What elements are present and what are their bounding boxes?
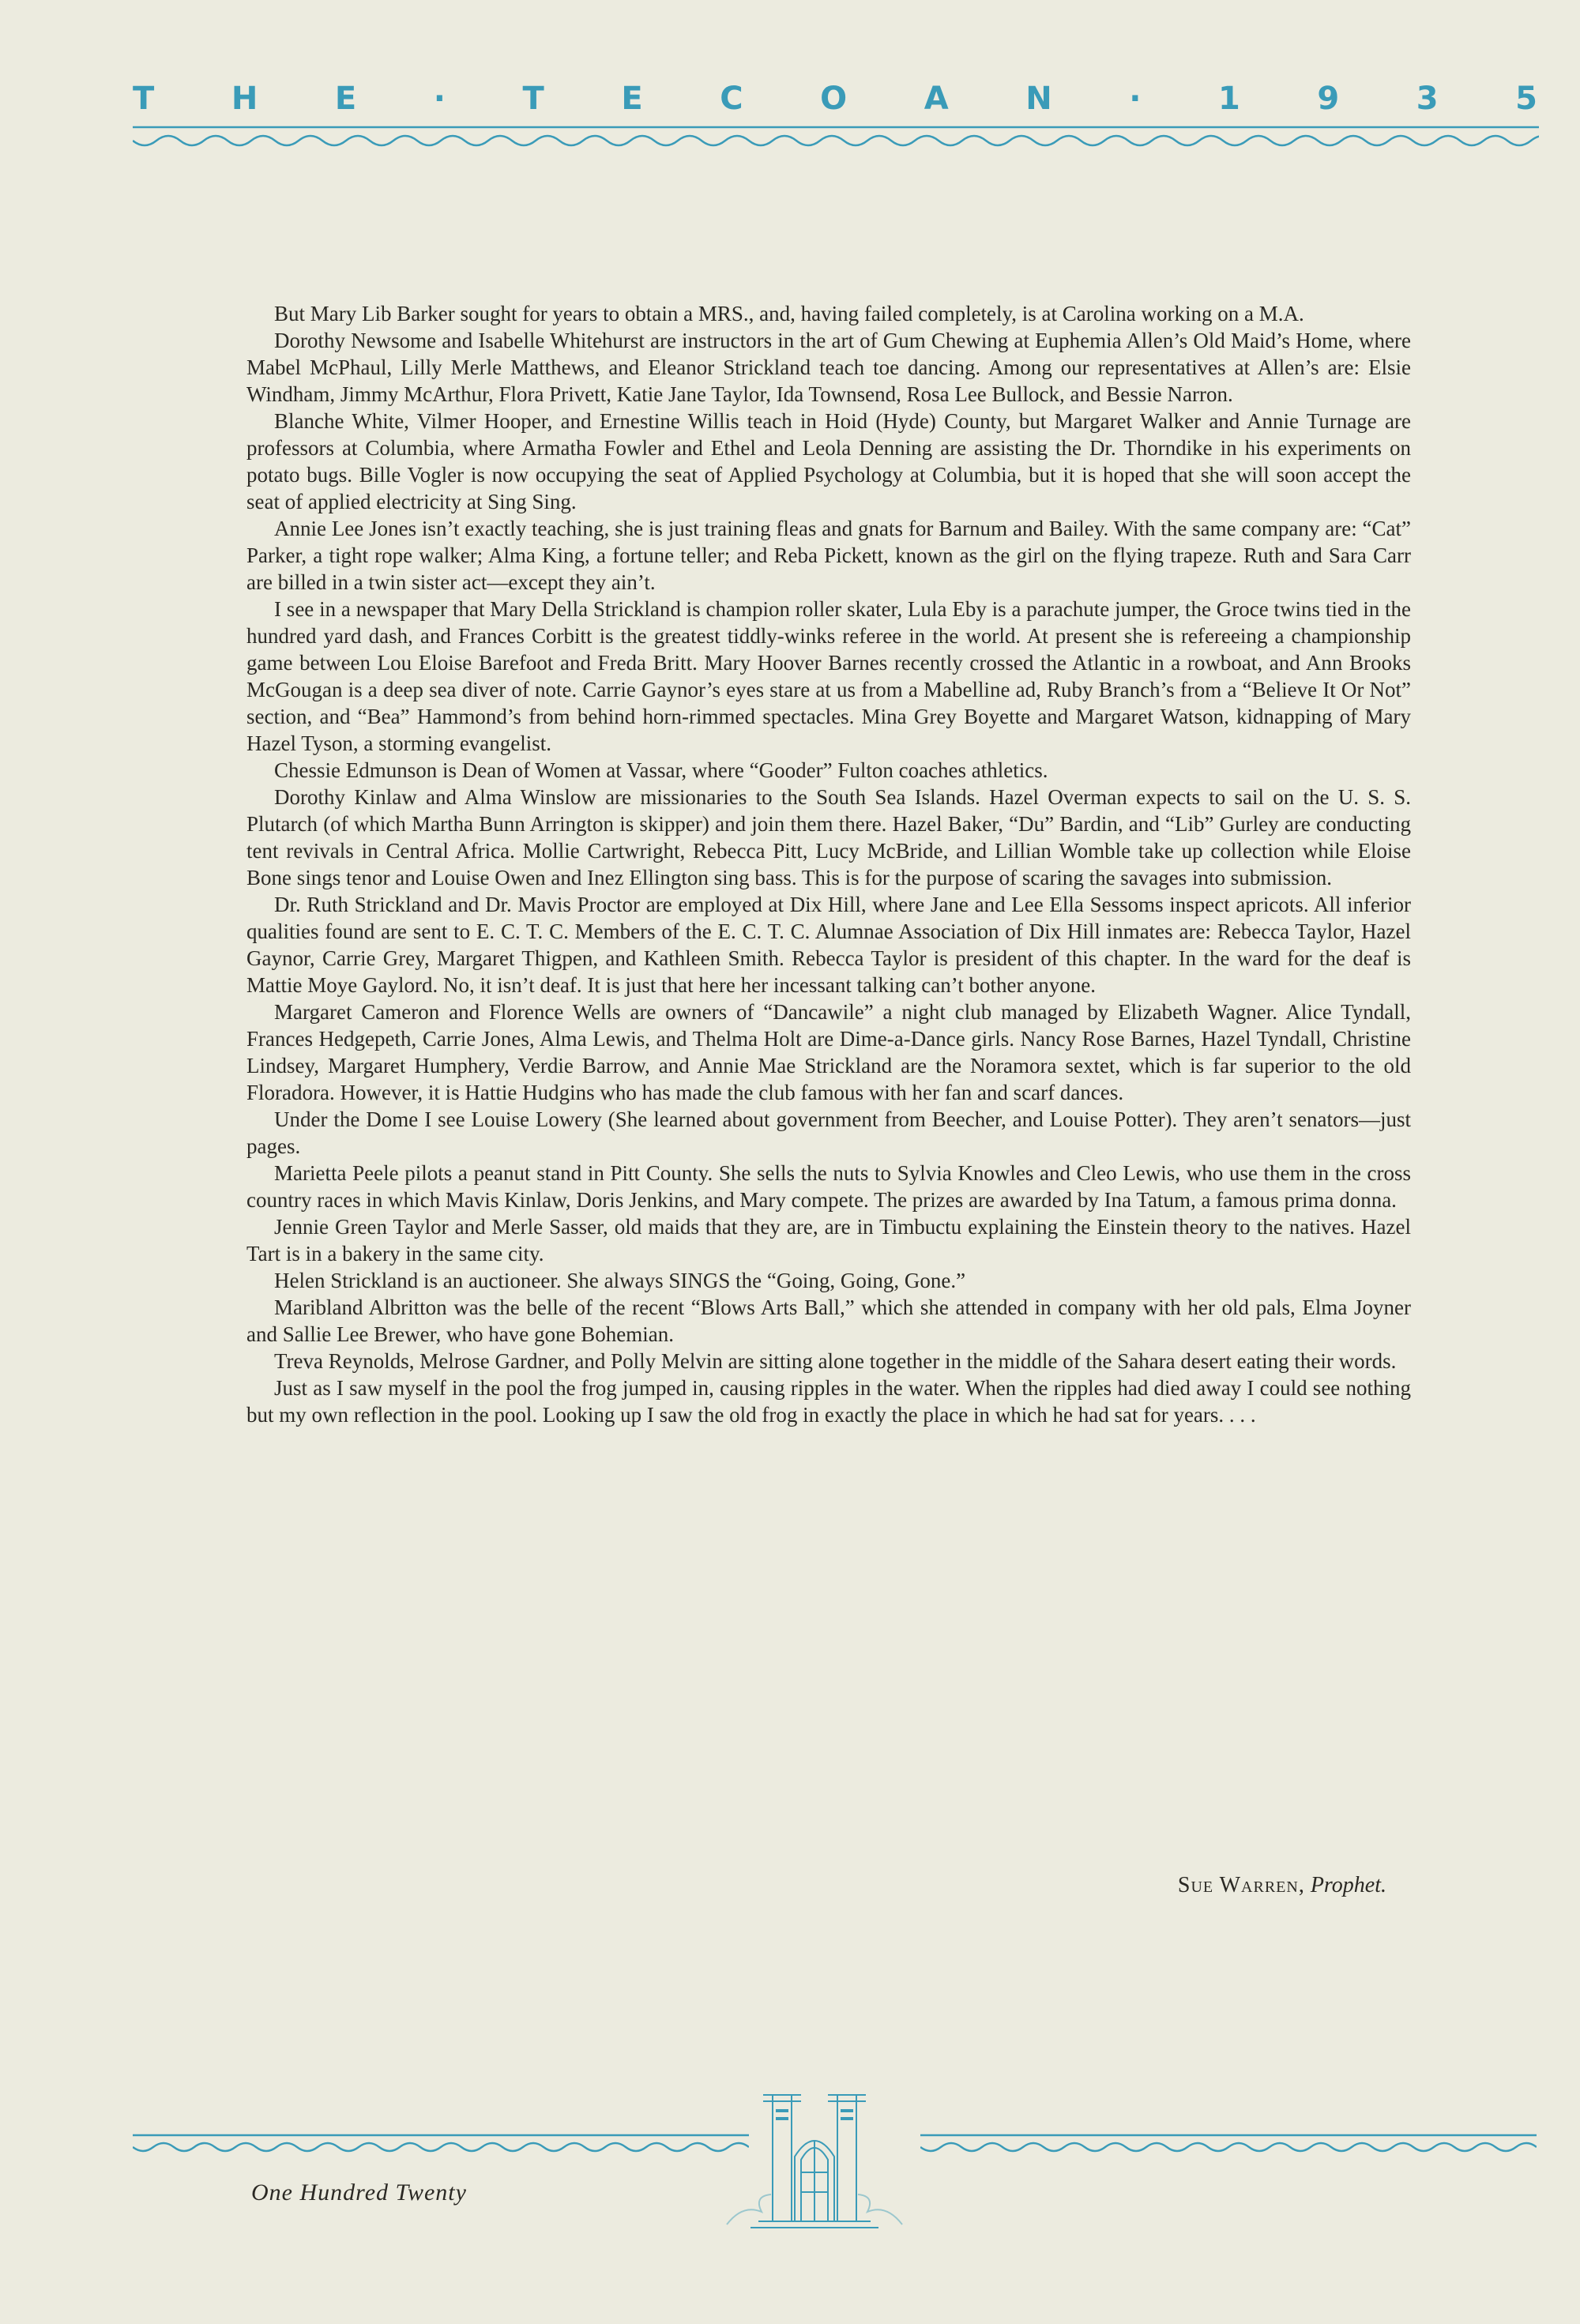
footer-rule-left [133, 2133, 749, 2157]
header-dot: · [1129, 81, 1143, 117]
header-rule [133, 125, 1539, 152]
author-name: Sue Warren, [1177, 1873, 1305, 1897]
header-letter: T [133, 81, 156, 117]
header-dot: · [433, 81, 447, 117]
doorway-emblem-icon [695, 2085, 932, 2239]
header-letter: T [522, 81, 546, 117]
paragraph: Dr. Ruth Strickland and Dr. Mavis Proctor are employed at Dix Hill, where Jane and Lee Ella Sessoms inspect apricots. All inferior qualities found are sent to E. C. T. C. Members of the E. C. T. C. Alumnae Association of Dix Hill inmates are: Rebecca Taylor, Hazel Gaynor, Carrie Grey, Margaret Thigpen, and Kathleen Smith. Rebecca Taylor is president of this chapter. In the ward for the deaf is Mattie Moye Gaylord. No, it isn’t deaf. It is just that here her incessant talking can’t bother anyone. [246, 893, 1411, 997]
footer-rule-right [920, 2133, 1537, 2157]
running-header [133, 81, 1539, 117]
prophecy-body [246, 300, 1411, 1428]
header-letter: E [621, 81, 645, 117]
header-letter: C [720, 81, 745, 117]
header-letter: O [820, 81, 849, 117]
paragraph: But Mary Lib Barker sought for years to obtain a MRS., and, having failed completely, is at Carolina working on a M.A. [274, 302, 1304, 325]
header-letter: E [334, 81, 359, 117]
paragraph: Chessie Edmunson is Dean of Women at Vassar, where “Gooder” Fulton coaches athletics. [274, 758, 1048, 782]
paragraph: Maribland Albritton was the belle of the recent “Blows Arts Ball,” which she attended in company with her old pals, Elma Joyner and Sallie Lee Brewer, who have gone Bohemian. [246, 1295, 1411, 1346]
page-number: One Hundred Twenty [251, 2179, 467, 2206]
header-letter: 3 [1416, 81, 1440, 117]
paragraph: Annie Lee Jones isn’t exactly teaching, she is just training fleas and gnats for Barnum and Bailey. With the same company are: “Cat” Parker, a tight rope walker; Alma King, a fortune teller; and Reba Pickett, known as the girl on the flying trapeze. Ruth and Sara Carr are billed in a twin sister act—except they ain’t. [246, 517, 1411, 594]
paragraph: Under the Dome I see Louise Lowery (She learned about government from Beecher, and Louise Potter). They aren’t senators—just pages. [246, 1107, 1411, 1158]
paragraph: Marietta Peele pilots a peanut stand in Pitt County. She sells the nuts to Sylvia Knowles and Cleo Lewis, who use them in the cross country races in which Mavis Kinlaw, Doris Jenkins, and Mary compete. The prizes are awarded by Ina Tatum, a famous prima donna. [246, 1161, 1411, 1212]
paragraph: Just as I saw myself in the pool the frog jumped in, causing ripples in the water. When the ripples had died away I could see nothing but my own reflection in the pool. Looking up I saw the old frog in exactly the place in which he had sat for years. . . . [246, 1376, 1411, 1427]
header-letter: 9 [1317, 81, 1341, 117]
header-letter: N [1025, 81, 1054, 117]
signature [1102, 1873, 1386, 1898]
author-title: Prophet. [1310, 1873, 1386, 1897]
header-letter: H [231, 81, 260, 117]
paragraph: Margaret Cameron and Florence Wells are owners of “Dancawile” a night club managed by Elizabeth Wagner. Alice Tyndall, Frances Hedgepeth, Carrie Jones, Alma Lewis, and Thelma Holt are Dime-a-Dance girls. Nancy Rose Barnes, Hazel Tyndall, Christine Lindsey, Margaret Humphery, Verdie Barrow, and Annie Mae Strickland are the Noramora sextet, which is far superior to the old Floradora. However, it is Hattie Hudgins who has made the club famous with her fan and scarf dances. [246, 1000, 1411, 1104]
paragraph: Treva Reynolds, Melrose Gardner, and Polly Melvin are sitting alone together in the middle of the Sahara desert eating their words. [274, 1349, 1397, 1373]
header-letter: 1 [1217, 81, 1242, 117]
header-letter: A [924, 81, 950, 117]
paragraph: Jennie Green Taylor and Merle Sasser, old maids that they are, are in Timbuctu explaining the Einstein theory to the natives. Hazel Tart is in a bakery in the same city. [246, 1215, 1411, 1265]
paragraph: Blanche White, Vilmer Hooper, and Ernestine Willis teach in Hoid (Hyde) County, but Margaret Walker and Annie Turnage are professors at Columbia, where Armatha Fowler and Ethel and Leola Denning are assisting the Dr. Thorndike in his experiments on potato bugs. Bille Vogler is now occupying the seat of Applied Psychology at Columbia, but it is hoped that she will soon accept the seat of applied electricity at Sing Sing. [246, 409, 1411, 513]
paragraph: Dorothy Kinlaw and Alma Winslow are missionaries to the South Sea Islands. Hazel Overman expects to sail on the U. S. S. Plutarch (of which Martha Bunn Arrington is skipper) and join them there. Hazel Baker, “Du” Bardin, and “Lib” Gurley are conducting tent revivals in Central Africa. Mollie Cartwright, Rebecca Pitt, Lucy McBride, and Lillian Womble take up collection while Eloise Bone sings tenor and Louise Owen and Inez Ellington sing bass. This is for the purpose of scaring the savages into submission. [246, 785, 1411, 889]
paragraph: Dorothy Newsome and Isabelle Whitehurst are instructors in the art of Gum Chewing at Euphemia Allen’s Old Maid’s Home, where Mabel McPhaul, Lilly Merle Matthews, and Eleanor Strickland teach toe dancing. Among our representatives at Allen’s are: Elsie Windham, Jimmy McArthur, Flora Privett, Katie Jane Taylor, Ida Townsend, Rosa Lee Bullock, and Bessie Narron. [246, 329, 1411, 406]
header-letter: 5 [1515, 81, 1539, 117]
paragraph: Helen Strickland is an auctioneer. She always SINGS the “Going, Going, Gone.” [274, 1269, 966, 1292]
paragraph: I see in a newspaper that Mary Della Strickland is champion roller skater, Lula Eby is a parachute jumper, the Groce twins tied in the hundred yard dash, and Frances Corbitt is the greatest tiddly-winks referee in the world. At present she is refereeing a championship game between Lou Eloise Barefoot and Freda Britt. Mary Hoover Barnes recently crossed the Atlantic in a rowboat, and Ann Brooks McGougan is a deep sea diver of note. Carrie Gaynor’s eyes stare at us from a Mabelline ad, Ruby Branch’s from a “Believe It Or Not” section, and “Bea” Hammond’s from behind horn-rimmed spectacles. Mina Grey Boyette and Margaret Watson, kidnapping of Mary Hazel Tyson, a storming evangelist. [246, 597, 1411, 755]
